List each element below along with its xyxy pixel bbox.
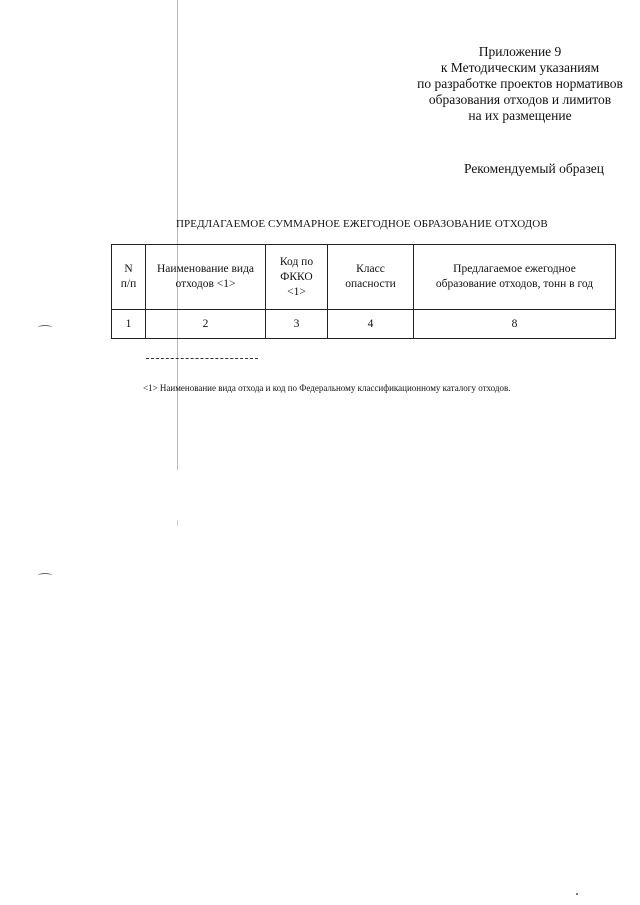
- scan-mark: [38, 325, 52, 330]
- column-number-cell: 1: [112, 310, 146, 339]
- appendix-line: образования отходов и лимитов: [428, 92, 612, 107]
- appendix-line: по разработке проектов нормативов: [417, 76, 623, 91]
- column-number-cell: 4: [328, 310, 414, 339]
- table-number-row: [112, 310, 616, 339]
- recommended-sample-label: Рекомендуемый образец: [463, 161, 604, 176]
- scan-mark: [38, 573, 52, 578]
- waste-table: [111, 244, 616, 339]
- scan-dot: [576, 893, 578, 895]
- scan-artifact-line: [177, 520, 178, 526]
- column-number-cell: 2: [146, 310, 266, 339]
- footnote-divider: [146, 358, 258, 359]
- appendix-header: [400, 44, 640, 124]
- header-cell-number: N п/п: [112, 245, 146, 310]
- header-cell-annual-amount: Предлагаемое ежегодное образование отходов, тонн в год: [414, 245, 616, 310]
- appendix-number: Приложение 9: [478, 44, 562, 59]
- header-cell-hazard-class: Класс опасности: [328, 245, 414, 310]
- column-number-cell: 3: [266, 310, 328, 339]
- appendix-line: к Методическим указаниям: [440, 60, 600, 75]
- document-title: ПРЕДЛАГАЕМОЕ СУММАРНОЕ ЕЖЕГОДНОЕ ОБРАЗОВАНИЕ ОТХОДОВ: [176, 218, 548, 230]
- footnote: <1> Наименование вида отхода и код по Федеральному классификационному каталогу отходов.: [143, 383, 511, 393]
- column-number-cell: 8: [414, 310, 616, 339]
- scan-artifact-line: [177, 0, 178, 470]
- header-cell-fkko-code: Код по ФККО <1>: [266, 245, 328, 310]
- header-cell-waste-name: Наименование вида отходов <1>: [146, 245, 266, 310]
- table-header-row: [112, 245, 616, 310]
- appendix-line: на их размещение: [468, 108, 572, 123]
